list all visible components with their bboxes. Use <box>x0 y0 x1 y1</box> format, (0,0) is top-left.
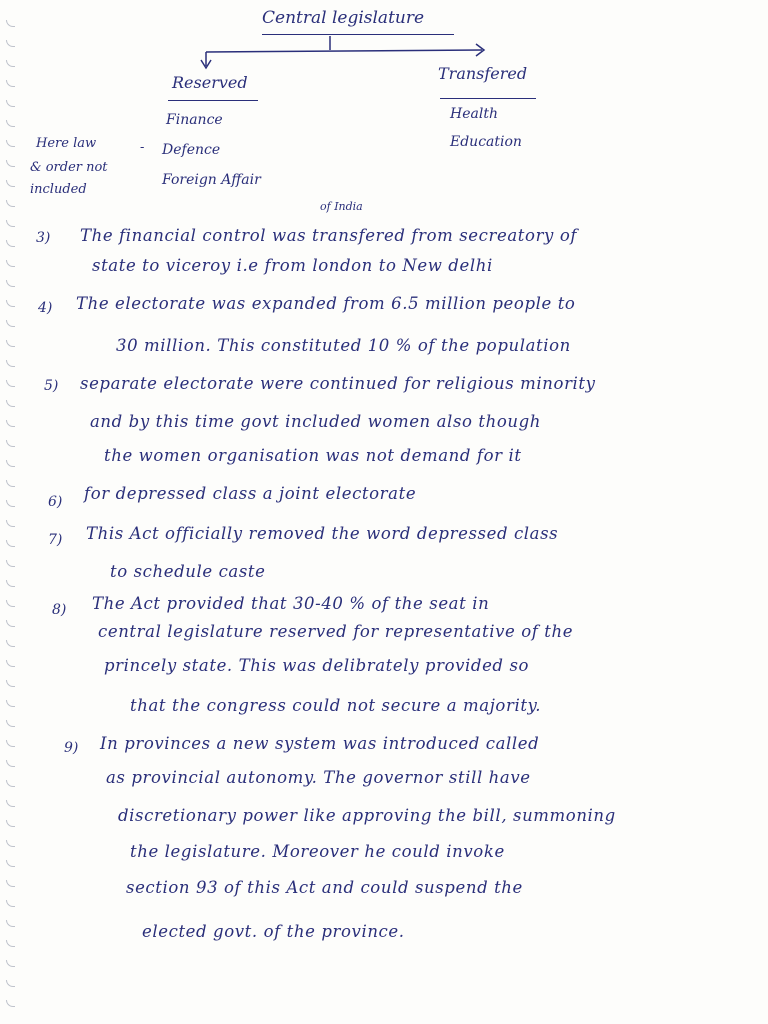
text-line: In provinces a new system was introduced called <box>100 734 540 753</box>
transfered-heading: Transfered <box>438 64 528 83</box>
text-line: the women organisation was not demand for it <box>104 446 522 465</box>
margin-ring-mark <box>6 560 15 567</box>
page-title: Central legislature <box>262 8 425 28</box>
margin-ring-mark <box>6 180 15 187</box>
margin-ring-mark <box>6 820 15 827</box>
text-line: princely state. This was delibrately provided so <box>104 656 530 675</box>
margin-ring-mark <box>6 400 15 407</box>
margin-ring-mark <box>6 120 15 127</box>
point-number: 9) <box>64 740 79 756</box>
text-line: to schedule caste <box>110 562 266 581</box>
side-note-line: Here law <box>36 136 97 151</box>
text-line: separate electorate were continued for religious minority <box>80 374 596 393</box>
reserved-underline <box>168 100 258 101</box>
point-number: 4) <box>38 300 53 316</box>
margin-ring-mark <box>6 780 15 787</box>
margin-ring-mark <box>6 360 15 367</box>
inserted-note: of India <box>320 200 363 213</box>
point-number: 7) <box>48 532 63 548</box>
text-line: The financial control was transfered from secreatory of <box>80 226 578 245</box>
margin-ring-mark <box>6 600 15 607</box>
margin-ring-mark <box>6 960 15 967</box>
text-line: 30 million. This constituted 10 % of the population <box>116 336 571 355</box>
margin-ring-mark <box>6 940 15 947</box>
transfered-underline <box>440 98 536 99</box>
margin-ring-mark <box>6 740 15 747</box>
margin-ring-mark <box>6 840 15 847</box>
margin-ring-mark <box>6 680 15 687</box>
text-line: that the congress could not secure a majority. <box>130 696 542 715</box>
side-note-line: included <box>30 182 87 197</box>
margin-ring-mark <box>6 700 15 707</box>
margin-ring-mark <box>6 860 15 867</box>
margin-ring-mark <box>6 260 15 267</box>
margin-ring-mark <box>6 280 15 287</box>
margin-ring-mark <box>6 160 15 167</box>
reserved-item: Foreign Affair <box>162 172 261 188</box>
margin-ring-mark <box>6 540 15 547</box>
margin-ring-mark <box>6 340 15 347</box>
text-line: for depressed class a joint electorate <box>84 484 417 503</box>
margin-ring-mark <box>6 240 15 247</box>
text-line: central legislature reserved for representative of the <box>98 622 574 641</box>
text-line: section 93 of this Act and could suspend the <box>126 878 523 897</box>
margin-ring-mark <box>6 660 15 667</box>
margin-ring-mark <box>6 580 15 587</box>
text-line: state to viceroy i.e from london to New delhi <box>92 256 493 275</box>
margin-ring-mark <box>6 620 15 627</box>
point-number: 5) <box>44 378 59 394</box>
transfered-item: Health <box>450 106 498 122</box>
reserved-item: Finance <box>166 112 223 128</box>
margin-ring-mark <box>6 440 15 447</box>
margin-ring-mark <box>6 480 15 487</box>
point-number: 6) <box>48 494 63 510</box>
point-number: 8) <box>52 602 67 618</box>
margin-ring-mark <box>6 420 15 427</box>
margin-ring-mark <box>6 760 15 767</box>
margin-ring-mark <box>6 380 15 387</box>
margin-ring-mark <box>6 980 15 987</box>
transfered-item: Education <box>450 134 522 150</box>
margin-ring-mark <box>6 200 15 207</box>
notebook-margin-rings <box>4 20 18 1010</box>
margin-ring-mark <box>6 720 15 727</box>
reserved-item: Defence <box>162 142 221 158</box>
text-line: and by this time govt included women also though <box>90 412 541 431</box>
branch-arrows <box>0 0 768 120</box>
margin-ring-mark <box>6 220 15 227</box>
margin-ring-mark <box>6 1000 15 1007</box>
margin-ring-mark <box>6 300 15 307</box>
margin-ring-mark <box>6 920 15 927</box>
reserved-heading: Reserved <box>172 73 248 92</box>
text-line: the legislature. Moreover he could invoke <box>130 842 505 861</box>
text-line: This Act officially removed the word depressed class <box>86 524 559 543</box>
text-line: The electorate was expanded from 6.5 million people to <box>76 294 576 313</box>
margin-ring-mark <box>6 500 15 507</box>
side-note-line: & order not <box>30 160 108 175</box>
margin-ring-mark <box>6 880 15 887</box>
margin-ring-mark <box>6 800 15 807</box>
margin-ring-mark <box>6 900 15 907</box>
margin-ring-mark <box>6 460 15 467</box>
margin-ring-mark <box>6 640 15 647</box>
margin-ring-mark <box>6 140 15 147</box>
point-number: 3) <box>36 230 51 246</box>
side-note-dash: - <box>140 140 145 155</box>
text-line: elected govt. of the province. <box>142 922 405 941</box>
text-line: discretionary power like approving the bill, summoning <box>118 806 616 825</box>
text-line: as provincial autonomy. The governor still have <box>106 768 531 787</box>
margin-ring-mark <box>6 520 15 527</box>
margin-ring-mark <box>6 320 15 327</box>
text-line: The Act provided that 30-40 % of the seat in <box>92 594 490 613</box>
